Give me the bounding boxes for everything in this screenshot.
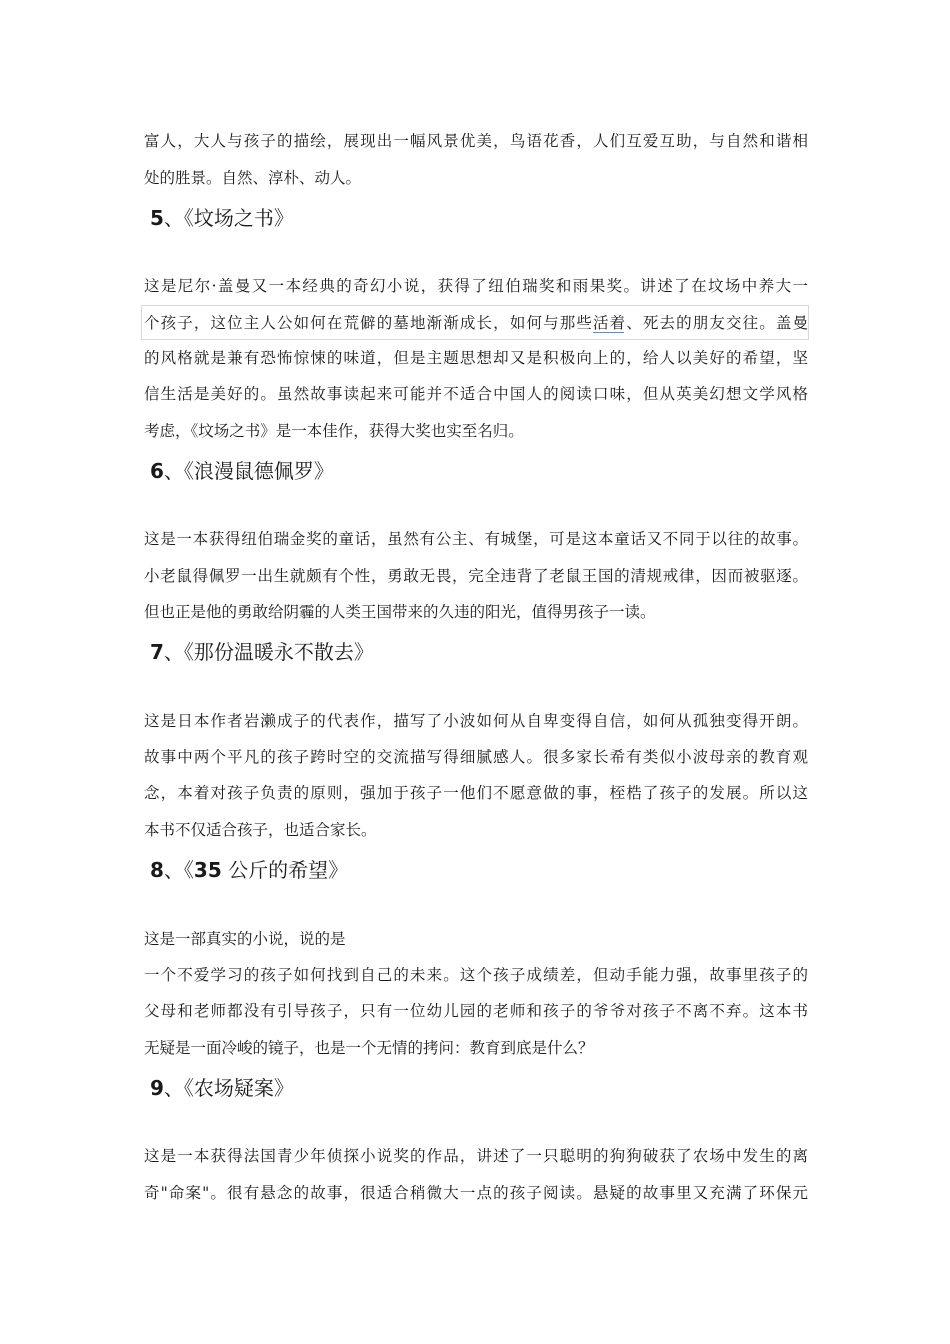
paragraph-line: 这是一本获得纽伯瑞金奖的童话，虽然有公主、有城堡，可是这本童话又不同于以往的故事。 [144, 530, 808, 548]
paragraph-line: 本书不仅适合孩子，也适合家长。 [144, 821, 377, 839]
paragraph-line: 父母和老师都没有引导孩子，只有一位幼儿园的老师和孩子的爷爷对孩子不离不弃。这本书 [144, 1002, 808, 1020]
paragraph-line: 个孩子，这位主人公如何在荒僻的墓地渐渐成长，如何与那些活着、死去的朋友交往。盖曼 [144, 314, 808, 332]
section-title: 、《坟场之书》 [163, 206, 294, 230]
paragraph-line: 考虑，《坟场之书》是一本佳作，获得大奖也实至名归。 [144, 422, 524, 440]
paragraph-line: 这是一本获得法国青少年侦探小说奖的作品，讲述了一只聪明的狗狗破获了农场中发生的离 [144, 1147, 808, 1165]
paragraph-line: 但也正是他的勇敢给阴霾的人类王国带来的久违的阳光，值得男孩子一读。 [144, 603, 656, 621]
paragraph-line: 的风格就是兼有恐怖惊悚的味道，但是主题思想却又是积极向上的，给人以美好的希望，坚 [144, 349, 808, 367]
section-number: 7 [150, 640, 164, 664]
paragraph-line: 故事中两个平凡的孩子跨时空的交流描写得细腻感人。很多家长希有类似小波母亲的教育观 [144, 748, 808, 766]
paragraph-line: 处的胜景。自然、淳朴、动人。 [144, 169, 362, 187]
section-title-number: 35 [193, 858, 222, 882]
spellcheck-underline [593, 332, 624, 333]
paragraph-line: 小老鼠得佩罗一出生就颇有个性，勇敢无畏，完全违背了老鼠王国的清规戒律，因而被驱逐。 [144, 567, 808, 585]
section-heading-8 [150, 857, 348, 883]
paragraph-line: 这是一部真实的小说，说的是 [144, 930, 346, 948]
section-title-prefix: 、《 [163, 858, 194, 882]
section-heading-5 [150, 205, 294, 231]
paragraph-line: 富人，大人与孩子的描绘，展现出一幅风景优美，鸟语花香，人们互爱互助，与自然和谐相 [144, 132, 808, 150]
section-title: 、《那份温暖永不散去》 [163, 640, 374, 664]
paragraph-line: 无疑是一面冷峻的镜子，也是一个无情的拷问：教育到底是什么？ [144, 1039, 594, 1057]
section-title: 、《农场疑案》 [163, 1076, 294, 1100]
paragraph-line: 奇"命案"。很有悬念的故事，很适合稍微大一点的孩子阅读。悬疑的故事里又充满了环保元 [144, 1184, 808, 1202]
section-heading-6 [150, 458, 334, 484]
section-title-suffix: 公斤的希望》 [221, 858, 349, 882]
paragraph-line: 这是尼尔·盖曼又一本经典的奇幻小说，获得了纽伯瑞奖和雨果奖。讲述了在坟场中养大一 [144, 277, 808, 295]
section-heading-7 [150, 639, 374, 665]
section-number: 5 [150, 206, 164, 230]
paragraph-line: 念，本着对孩子负责的原则，强加于孩子一他们不愿意做的事，桎梏了孩子的发展。所以这 [144, 784, 808, 802]
section-number: 8 [150, 858, 164, 882]
section-title: 、《浪漫鼠德佩罗》 [163, 459, 334, 483]
section-number: 6 [150, 459, 164, 483]
section-number: 9 [150, 1076, 164, 1100]
paragraph-line: 这是日本作者岩濑成子的代表作，描写了小波如何从自卑变得自信，如何从孤独变得开朗。 [144, 712, 808, 730]
paragraph-line: 一个不爱学习的孩子如何找到自己的未来。这个孩子成绩差，但动手能力强，故事里孩子的 [144, 966, 808, 984]
section-heading-9 [150, 1075, 294, 1101]
paragraph-line: 信生活是美好的。虽然故事读起来可能并不适合中国人的阅读口味，但从英美幻想文学风格 [144, 385, 808, 403]
